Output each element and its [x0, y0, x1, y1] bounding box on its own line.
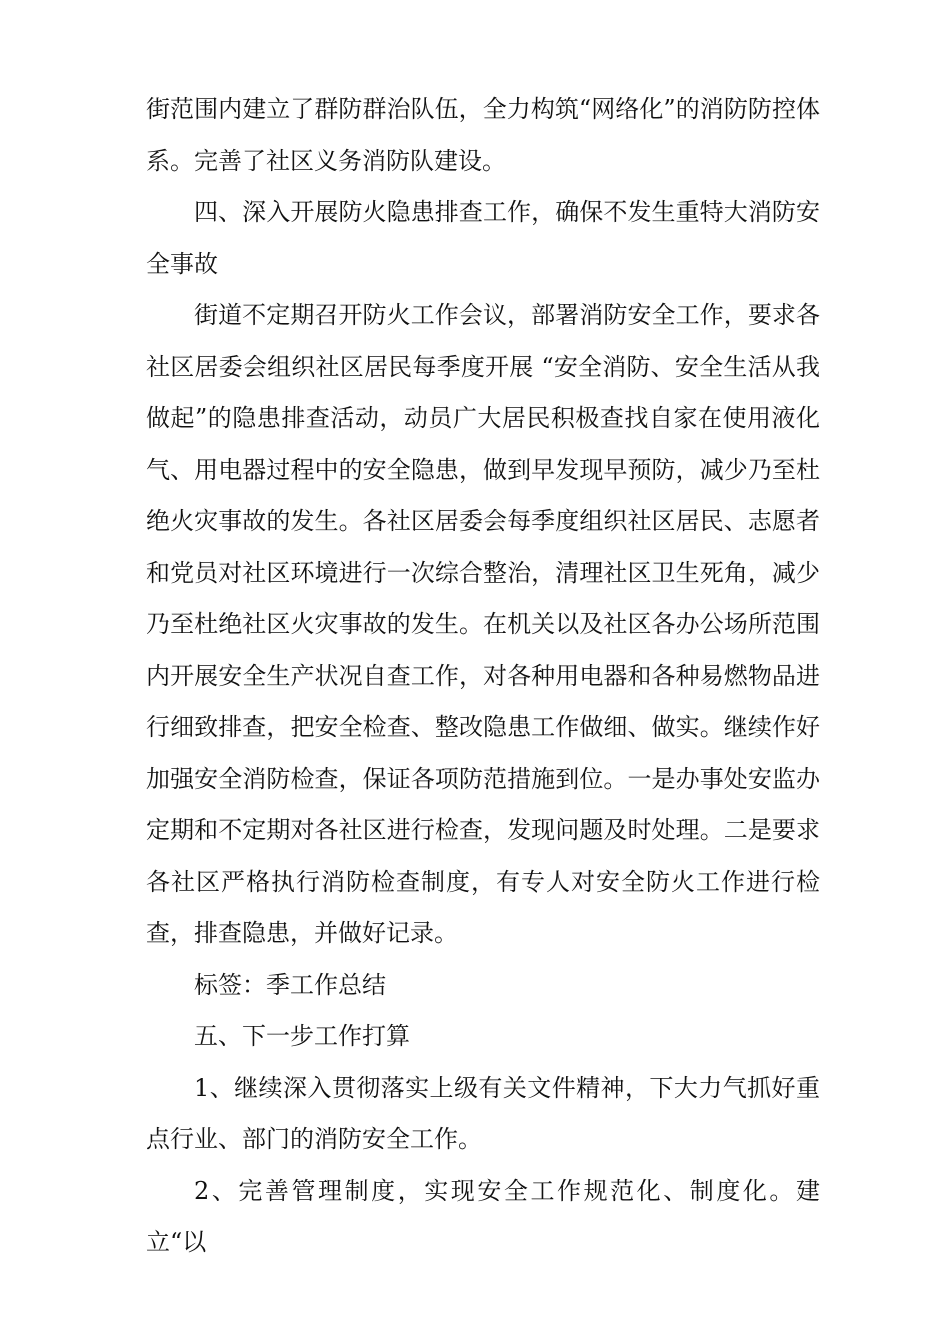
plan-item-2: 2、完善管理制度，实现安全工作规范化、制度化。建立“以 [146, 1176, 820, 1256]
plan-item-1: 1、继续深入贯彻落实上级有关文件精神，下大力气抓好重点行业、部门的消防安全工作。 [146, 1073, 820, 1153]
paragraph-hazard-inspection: 街道不定期召开防火工作会议，部署消防安全工作，要求各社区居委会组织社区居民每季度开展 “安全消防、安全生活从我做起”的隐患排查活动，动员广大居民积极查找自家在使用液化气、用电器过程中的安全隐患，做到早发现早预防，减少乃至杜绝火灾事故的发生。各社区居委会每季度组织社区居民、志愿者和党员对社区环境进行一次综合整治，清理社区卫生死角，减少乃至杜绝社区火灾事故的发生。在机关以及社区各办公场所范围内开展安全生产状况自查工作，对各种用电器和各种易燃物品进行细致排查，把安全检查、整改隐患工作做细、做实。继续作好加强安全消防检查，保证各项防范措施到位。一是办事处安监办定期和不定期对各社区进行检查，发现问题及时处理。二是要求各社区严格执行消防检查制度，有专人对安全防火工作进行检查，排查隐患，并做好记录。 [146, 301, 820, 947]
section-heading-five: 五、下一步工作打算 [194, 1022, 410, 1050]
paragraph-continuation: 街范围内建立了群防群治队伍，全力构筑“网络化”的消防防控体系。完善了社区义务消防队建设。 [146, 95, 820, 175]
section-heading-four: 四、深入开展防火隐患排查工作，确保不发生重特大消防安全事故 [146, 198, 820, 278]
tag-line: 标签：季工作总结 [194, 970, 386, 999]
document-body [146, 84, 820, 1269]
